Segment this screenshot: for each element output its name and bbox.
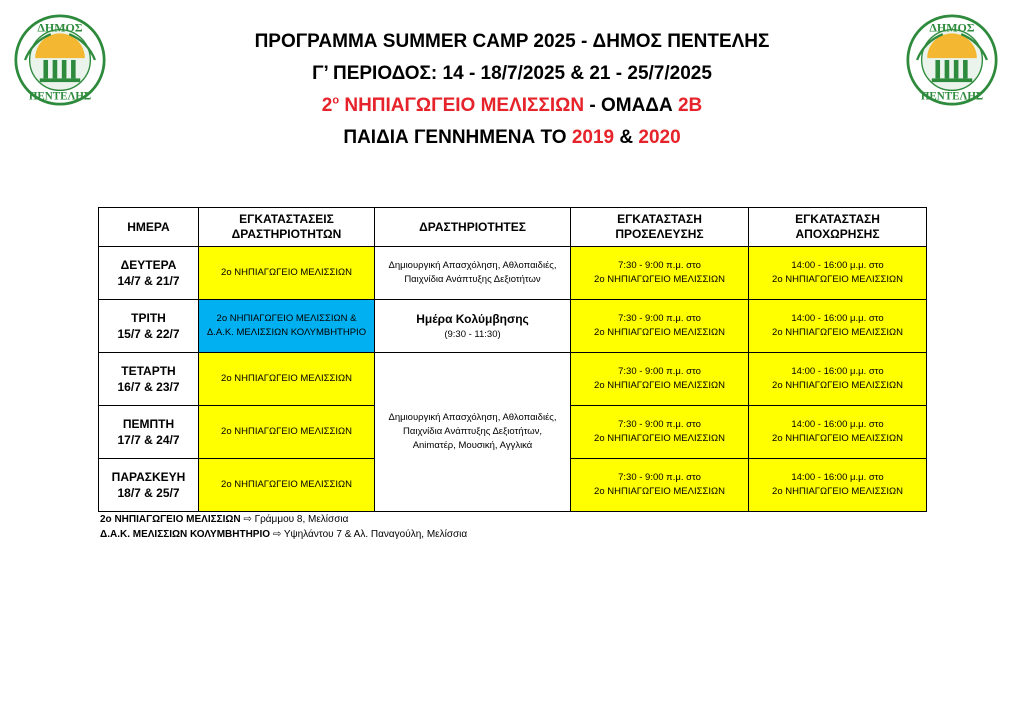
logo-text-top: ΔΗΜΟΣ — [37, 20, 83, 35]
departure-cell: 14:00 - 16:00 μ.μ. στο 2ο ΝΗΠΙΑΓΩΓΕΙΟ ΜΕΛΙΣΣΙΩΝ — [749, 406, 927, 459]
arrival-cell: 7:30 - 9:00 π.μ. στο 2ο ΝΗΠΙΑΓΩΓΕΙΟ ΜΕΛΙΣΣΙΩΝ — [571, 406, 749, 459]
activity-cell: Δημιουργική Απασχόληση, Αθλοπαιδιές, Παιχνίδια Ανάπτυξης Δεξιοτήτων — [375, 247, 571, 300]
header-day: ΗΜΕΡΑ — [99, 208, 199, 247]
departure-cell: 14:00 - 16:00 μ.μ. στο 2ο ΝΗΠΙΑΓΩΓΕΙΟ ΜΕΛΙΣΣΙΩΝ — [749, 247, 927, 300]
title-line-2: Γ’ ΠΕΡΙΟΔΟΣ: 14 - 18/7/2025 & 21 - 25/7/2025 — [312, 63, 712, 84]
dimos-pentelis-logo-left — [14, 14, 106, 106]
logo-text-bottom: ΠΕΝΤΕΛΗΣ — [28, 90, 92, 103]
arrow-icon: ⇨ — [272, 529, 282, 540]
logo-text-top: ΔΗΜΟΣ — [929, 20, 975, 35]
birth-year-1: 2019 — [571, 127, 615, 148]
arrow-icon: ⇨ — [243, 514, 252, 525]
title-line-4 — [150, 126, 874, 158]
arrival-cell: 7:30 - 9:00 π.μ. στο 2ο ΝΗΠΙΑΓΩΓΕΙΟ ΜΕΛΙΣΣΙΩΝ — [571, 459, 749, 512]
logo-text-bottom: ΠΕΝΤΕΛΗΣ — [920, 90, 984, 103]
school-number-sup: ο — [332, 94, 340, 107]
dimos-pentelis-logo-right — [906, 14, 998, 106]
activity-cell-merged: Δημιουργική Απασχόληση, Αθλοπαιδιές, Παιχνίδια Ανάπτυξης Δεξιοτήτων, Animατέρ, Μουσική, Αγγλικά — [375, 353, 571, 512]
header-departure: ΕΓΚΑΤΑΣΤΑΣΗ ΑΠΟΧΩΡΗΣΗΣ — [749, 208, 927, 247]
schedule-table — [98, 207, 927, 512]
table-row — [99, 300, 927, 353]
arrival-cell: 7:30 - 9:00 π.μ. στο 2ο ΝΗΠΙΑΓΩΓΕΙΟ ΜΕΛΙΣΣΙΩΝ — [571, 247, 749, 300]
arrival-cell: 7:30 - 9:00 π.μ. στο 2ο ΝΗΠΙΑΓΩΓΕΙΟ ΜΕΛΙΣΣΙΩΝ — [571, 353, 749, 406]
departure-cell: 14:00 - 16:00 μ.μ. στο 2ο ΝΗΠΙΑΓΩΓΕΙΟ ΜΕΛΙΣΣΙΩΝ — [749, 459, 927, 512]
activity-cell-swimming: Ημέρα Κολύμβησης (9:30 - 11:30) — [375, 300, 571, 353]
day-cell: ΠΑΡΑΣΚΕΥΗ 18/7 & 25/7 — [99, 459, 199, 512]
title-line-1: ΠΡΟΓΡΑΜΜΑ SUMMER CAMP 2025 - ΔΗΜΟΣ ΠΕΝΤΕΛΗΣ — [254, 31, 770, 52]
group-label: - ΟΜΑΔΑ — [584, 95, 678, 116]
header-arrival: ΕΓΚΑΤΑΣΤΑΣΗ ΠΡΟΣΕΛΕΥΣΗΣ — [571, 208, 749, 247]
day-cell: ΠΕΜΠΤΗ 17/7 & 24/7 — [99, 406, 199, 459]
header-facilities: ΕΓΚΑΤΑΣΤΑΣΕΙΣ ΔΡΑΣΤΗΡΙΟΤΗΤΩΝ — [199, 208, 375, 247]
header-activities: ΔΡΑΣΤΗΡΙΟΤΗΤΕΣ — [375, 208, 571, 247]
day-cell: ΔΕΥΤΕΡΑ 14/7 & 21/7 — [99, 247, 199, 300]
birth-year-sep: & — [614, 127, 639, 148]
school-name: ΝΗΠΙΑΓΩΓΕΙΟ ΜΕΛΙΣΣΙΩΝ — [339, 95, 585, 116]
group-code: 2Β — [677, 95, 703, 116]
facility-cell: 2ο ΝΗΠΙΑΓΩΓΕΙΟ ΜΕΛΙΣΣΙΩΝ — [199, 406, 375, 459]
facility-cell: 2ο ΝΗΠΙΑΓΩΓΕΙΟ ΜΕΛΙΣΣΙΩΝ & Δ.Α.Κ. ΜΕΛΙΣΣΙΩΝ ΚΟΛΥΜΒΗΤΗΡΙΟ — [199, 300, 375, 353]
title-line-3 — [150, 94, 874, 126]
day-cell: ΤΡΙΤΗ 15/7 & 22/7 — [99, 300, 199, 353]
facility-cell: 2ο ΝΗΠΙΑΓΩΓΕΙΟ ΜΕΛΙΣΣΙΩΝ — [199, 459, 375, 512]
birth-year-label: ΠΑΙΔΙΑ ΓΕΝΝΗΜΕΝΑ ΤΟ — [343, 127, 572, 148]
birth-year-2: 2020 — [638, 127, 681, 148]
title-block — [150, 30, 874, 158]
table-row — [99, 247, 927, 300]
facility-cell: 2ο ΝΗΠΙΑΓΩΓΕΙΟ ΜΕΛΙΣΣΙΩΝ — [199, 353, 375, 406]
departure-cell: 14:00 - 16:00 μ.μ. στο 2ο ΝΗΠΙΑΓΩΓΕΙΟ ΜΕΛΙΣΣΙΩΝ — [749, 353, 927, 406]
facility-cell: 2ο ΝΗΠΙΑΓΩΓΕΙΟ ΜΕΛΙΣΣΙΩΝ — [199, 247, 375, 300]
note-pool: Δ.Α.Κ. ΜΕΛΙΣΣΙΩΝ ΚΟΛΥΜΒΗΤΗΡΙΟ ⇨ Υψηλάντου 7 & Αλ. Παναγούλη, Μελίσσια — [100, 529, 468, 540]
address-notes — [100, 512, 467, 542]
day-cell: ΤΕΤΑΡΤΗ 16/7 & 23/7 — [99, 353, 199, 406]
school-number: 2 — [321, 95, 333, 116]
departure-cell: 14:00 - 16:00 μ.μ. στο 2ο ΝΗΠΙΑΓΩΓΕΙΟ ΜΕΛΙΣΣΙΩΝ — [749, 300, 927, 353]
table-row — [99, 353, 927, 406]
arrival-cell: 7:30 - 9:00 π.μ. στο 2ο ΝΗΠΙΑΓΩΓΕΙΟ ΜΕΛΙΣΣΙΩΝ — [571, 300, 749, 353]
table-header-row — [99, 208, 927, 247]
note-school: 2ο ΝΗΠΙΑΓΩΓΕΙΟ ΜΕΛΙΣΣΙΩΝ ⇨ Γράμμου 8, Μελίσσια — [100, 514, 349, 525]
